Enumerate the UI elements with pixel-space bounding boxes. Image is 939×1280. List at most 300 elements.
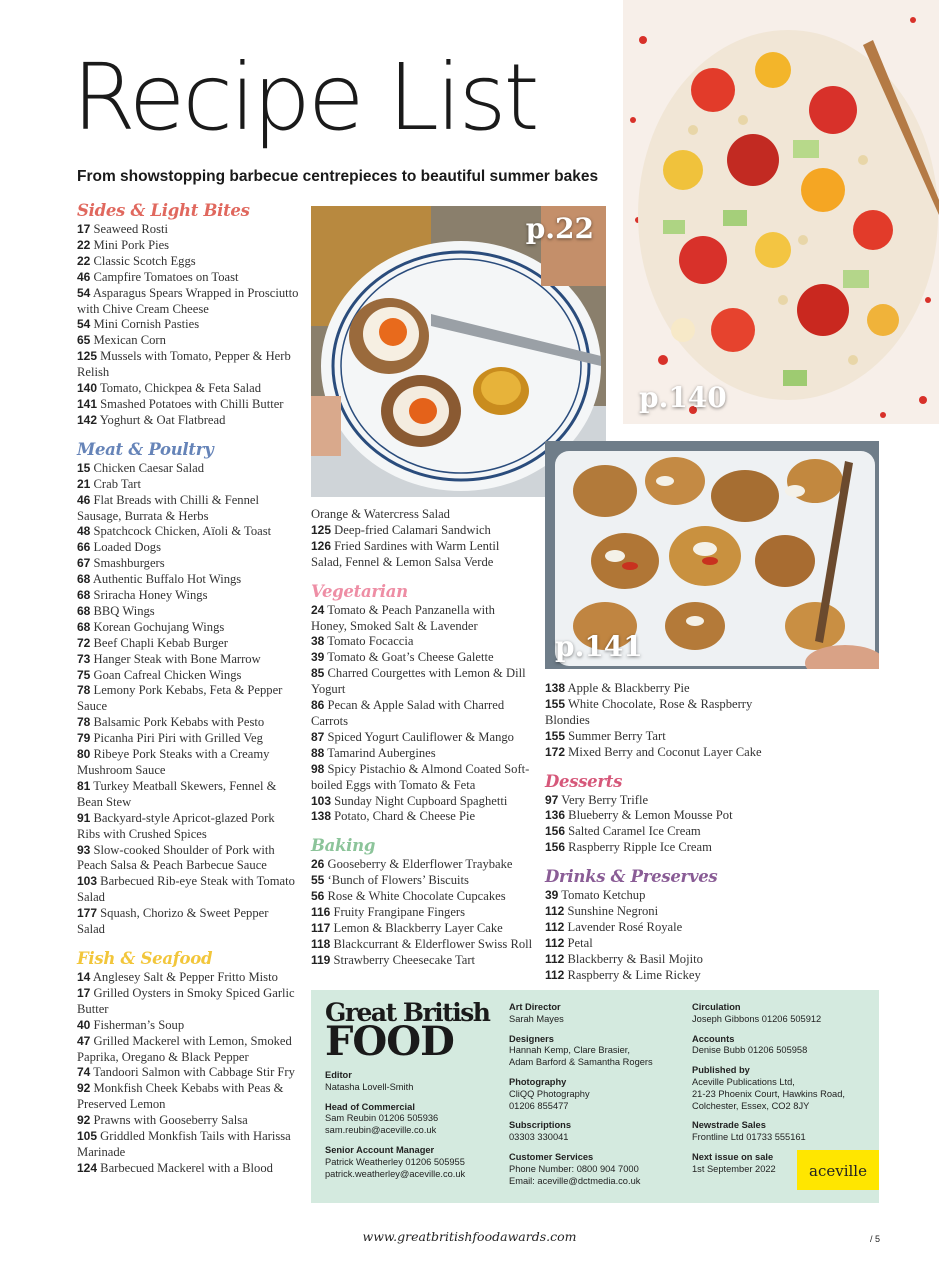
recipe-page-number: 103 bbox=[77, 874, 98, 889]
recipe-name: Picanha Piri Piri with Grilled Veg bbox=[90, 731, 263, 746]
credit-block bbox=[509, 1120, 684, 1144]
recipe-name: Smashburgers bbox=[90, 556, 165, 571]
recipe-list-fish-continued bbox=[311, 523, 533, 571]
recipe-name: Crab Tart bbox=[90, 476, 142, 491]
recipe-name: Salted Caramel Ice Cream bbox=[565, 824, 701, 839]
recipe-item bbox=[77, 843, 299, 875]
recipe-column-2 bbox=[311, 507, 533, 969]
recipe-page-number: 177 bbox=[77, 906, 98, 921]
section-heading-desserts: Desserts bbox=[545, 771, 623, 791]
recipe-page-number: 54 bbox=[77, 285, 91, 300]
recipe-page-number: 68 bbox=[77, 619, 91, 634]
recipe-item bbox=[77, 1065, 299, 1081]
recipe-name: Tomato Ketchup bbox=[558, 888, 646, 903]
photo-label-p140: p.140 bbox=[639, 381, 727, 414]
recipe-name: Yoghurt & Oat Flatbread bbox=[97, 412, 226, 427]
recipe-page-number: 138 bbox=[311, 809, 332, 824]
section-heading-sides: Sides & Light Bites bbox=[77, 201, 250, 220]
recipe-item bbox=[77, 317, 299, 333]
recipe-item bbox=[545, 681, 775, 697]
recipe-page-number: 156 bbox=[545, 840, 566, 855]
recipe-item bbox=[77, 540, 299, 556]
credit-role: Photography bbox=[509, 1076, 567, 1087]
recipe-page-number: 92 bbox=[77, 1113, 91, 1128]
recipe-item bbox=[77, 572, 299, 588]
credit-line: Joseph Gibbons 01206 505912 bbox=[692, 1013, 822, 1024]
recipe-page-number: 73 bbox=[77, 651, 91, 666]
recipe-page-number: 78 bbox=[77, 715, 91, 730]
recipe-name: Petal bbox=[564, 935, 593, 950]
recipe-name: Gooseberry & Elderflower Traybake bbox=[324, 857, 513, 872]
aceville-logo-text: aceville bbox=[809, 1162, 867, 1180]
recipe-page-number: 98 bbox=[311, 761, 325, 776]
recipe-name: Korean Gochujang Wings bbox=[90, 619, 225, 634]
magazine-logo-top: Great British bbox=[325, 998, 490, 1027]
recipe-name: Mini Cornish Pasties bbox=[90, 317, 200, 332]
recipe-name: Fruity Frangipane Fingers bbox=[330, 905, 466, 920]
recipe-item bbox=[311, 953, 533, 969]
magazine-logo-bottom: FOOD bbox=[325, 1018, 454, 1065]
recipe-name: Squash, Chorizo & Sweet Pepper Salad bbox=[77, 906, 269, 937]
recipe-item bbox=[311, 730, 533, 746]
recipe-name: Tamarind Aubergines bbox=[324, 745, 436, 760]
recipe-item bbox=[77, 731, 299, 747]
recipe-page-number: 136 bbox=[545, 808, 566, 823]
recipe-name: Fisherman’s Soup bbox=[90, 1017, 185, 1032]
recipe-item bbox=[311, 873, 533, 889]
recipe-name: Potato, Chard & Cheese Pie bbox=[331, 809, 476, 824]
recipe-name: Goan Cafreal Chicken Wings bbox=[90, 667, 242, 682]
recipe-name: BBQ Wings bbox=[90, 603, 155, 618]
recipe-list-baking-continued bbox=[545, 681, 775, 761]
recipe-item bbox=[77, 1161, 299, 1177]
recipe-page-number: 140 bbox=[77, 381, 98, 396]
recipe-item bbox=[545, 888, 775, 904]
aceville-logo bbox=[797, 1150, 879, 1190]
credit-role: Subscriptions bbox=[509, 1120, 571, 1131]
credit-line: Denise Bubb 01206 505958 bbox=[692, 1045, 808, 1056]
photo-smashed-potatoes bbox=[545, 441, 879, 669]
credit-line: CliQQ Photography bbox=[509, 1088, 590, 1099]
recipe-item bbox=[77, 715, 299, 731]
recipe-name: Lemony Pork Kebabs, Feta & Pepper Sauce bbox=[77, 683, 283, 714]
credit-role: Circulation bbox=[692, 1002, 741, 1012]
credit-role: Newstrade Sales bbox=[692, 1120, 766, 1131]
photo-label-p141: p.141 bbox=[555, 630, 643, 663]
recipe-item bbox=[77, 1113, 299, 1129]
recipe-name: Barbecued Mackerel with a Blood bbox=[97, 1160, 273, 1175]
recipe-item bbox=[545, 808, 775, 824]
recipe-name: Blueberry & Lemon Mousse Pot bbox=[565, 808, 733, 823]
recipe-page-number: 24 bbox=[311, 602, 325, 617]
recipe-item bbox=[311, 666, 533, 698]
recipe-page-number: 68 bbox=[77, 588, 91, 603]
recipe-name: Classic Scotch Eggs bbox=[90, 253, 196, 268]
recipe-item bbox=[545, 824, 775, 840]
recipe-name: Spatchcock Chicken, Aïoli & Toast bbox=[90, 524, 272, 539]
recipe-page-number: 105 bbox=[77, 1129, 98, 1144]
recipe-name: Raspberry Ripple Ice Cream bbox=[565, 840, 712, 855]
recipe-name: Asparagus Spears Wrapped in Prosciutto with Chive Cream Cheese bbox=[77, 285, 299, 316]
recipe-page-number: 172 bbox=[545, 744, 566, 759]
credit-role: Senior Account Manager bbox=[325, 1144, 435, 1155]
footer-website-url[interactable]: www.greatbritishfoodawards.com bbox=[362, 1229, 577, 1244]
section-heading-drinks: Drinks & Preserves bbox=[545, 867, 718, 887]
recipe-item bbox=[545, 920, 775, 936]
recipe-page-number: 17 bbox=[77, 222, 91, 236]
recipe-page-number: 88 bbox=[311, 745, 325, 760]
credit-role: Customer Services bbox=[509, 1151, 594, 1162]
recipe-name: Tomato Focaccia bbox=[324, 634, 414, 649]
recipe-item bbox=[77, 747, 299, 779]
recipe-page-number: 46 bbox=[77, 269, 91, 284]
recipe-name: Tomato, Chickpea & Feta Salad bbox=[97, 381, 262, 396]
recipe-page-number: 85 bbox=[311, 666, 325, 681]
recipe-item bbox=[77, 270, 299, 286]
credit-line: Colchester, Essex, CO2 8JY bbox=[692, 1100, 810, 1111]
recipe-item bbox=[77, 222, 299, 238]
recipe-item bbox=[77, 493, 299, 525]
recipe-page-number: 81 bbox=[77, 778, 91, 793]
recipe-name: Sunday Night Cupboard Spaghetti bbox=[331, 793, 508, 808]
recipe-name: Grilled Oysters in Smoky Spiced Garlic Butter bbox=[77, 985, 295, 1016]
recipe-list-vegetarian bbox=[311, 603, 533, 826]
recipe-column-1 bbox=[77, 200, 299, 1177]
recipe-name: Blackberry & Basil Mojito bbox=[564, 951, 703, 966]
recipe-item bbox=[311, 794, 533, 810]
credits-column-2 bbox=[509, 1002, 684, 1195]
recipe-name: Mexican Corn bbox=[90, 333, 166, 348]
recipe-item bbox=[77, 1129, 299, 1161]
fish-continued-lead: Orange & Watercress Salad bbox=[311, 507, 450, 521]
recipe-page-number: 86 bbox=[311, 698, 325, 713]
recipe-name: Grilled Mackerel with Lemon, Smoked Paprika, Oregano & Black Pepper bbox=[77, 1033, 292, 1064]
recipe-name: Chicken Caesar Salad bbox=[90, 460, 205, 475]
credit-block bbox=[692, 1002, 872, 1026]
credit-line: Frontline Ltd 01733 555161 bbox=[692, 1132, 806, 1143]
credit-line: Patrick Weatherley 01206 505955 bbox=[325, 1156, 465, 1167]
recipe-name: Beef Chapli Kebab Burger bbox=[90, 635, 228, 650]
recipe-item bbox=[311, 857, 533, 873]
recipe-name: Balsamic Pork Kebabs with Pesto bbox=[90, 715, 265, 730]
recipe-item bbox=[311, 937, 533, 953]
recipe-name: Loaded Dogs bbox=[90, 540, 162, 555]
recipe-list-drinks bbox=[545, 888, 775, 983]
recipe-page-number: 14 bbox=[77, 969, 91, 984]
recipe-list-sides bbox=[77, 222, 299, 429]
recipe-item bbox=[311, 698, 533, 730]
recipe-name: Monkfish Cheek Kebabs with Peas & Preserved Lemon bbox=[77, 1081, 284, 1112]
recipe-item bbox=[77, 779, 299, 811]
credit-line: Sam Reubin 01206 505936 bbox=[325, 1113, 439, 1124]
recipe-name: Prawns with Gooseberry Salsa bbox=[90, 1113, 248, 1128]
recipe-item bbox=[77, 254, 299, 270]
credit-line: 1st September 2022 bbox=[692, 1163, 776, 1174]
credit-line: Sarah Mayes bbox=[509, 1013, 564, 1024]
credit-line: Adam Barford & Samantha Rogers bbox=[509, 1057, 653, 1068]
recipe-page-number: 65 bbox=[77, 333, 91, 348]
recipe-page-number: 112 bbox=[545, 935, 565, 950]
recipe-name: Smashed Potatoes with Chilli Butter bbox=[97, 396, 284, 411]
page-number: / 5 bbox=[870, 1234, 881, 1244]
recipe-name: Hanger Steak with Bone Marrow bbox=[90, 651, 261, 666]
recipe-page-number: 40 bbox=[77, 1017, 91, 1032]
recipe-item bbox=[311, 746, 533, 762]
recipe-list-desserts bbox=[545, 793, 775, 857]
recipe-item bbox=[311, 634, 533, 650]
recipe-item bbox=[545, 968, 775, 984]
recipe-item bbox=[545, 745, 775, 761]
recipe-page-number: 47 bbox=[77, 1033, 91, 1048]
recipe-page-number: 112 bbox=[545, 951, 565, 966]
recipe-name: ‘Bunch of Flowers’ Biscuits bbox=[324, 873, 469, 888]
credits-column-1 bbox=[325, 1070, 495, 1188]
recipe-page-number: 21 bbox=[77, 476, 91, 491]
credit-block bbox=[325, 1102, 495, 1137]
credit-role: Art Director bbox=[509, 1002, 561, 1012]
recipe-name: Rose & White Chocolate Cupcakes bbox=[324, 889, 506, 904]
recipe-page-number: 117 bbox=[311, 920, 331, 935]
credit-line: Hannah Kemp, Clare Brasier, bbox=[509, 1045, 630, 1056]
recipe-item bbox=[77, 238, 299, 254]
recipe-list-baking bbox=[311, 857, 533, 968]
recipe-item bbox=[77, 477, 299, 493]
recipe-item bbox=[311, 523, 533, 539]
recipe-item bbox=[77, 620, 299, 636]
recipe-name: Very Berry Trifle bbox=[558, 792, 649, 807]
recipe-item bbox=[311, 905, 533, 921]
recipe-name: Tomato & Peach Panzanella with Honey, Smoked Salt & Lavender bbox=[311, 602, 495, 633]
recipe-name: Seaweed Rosti bbox=[90, 222, 169, 236]
credit-line: Natasha Lovell-Smith bbox=[325, 1081, 414, 1092]
recipe-item bbox=[77, 349, 299, 381]
page-title: Recipe List bbox=[72, 44, 537, 151]
recipe-page-number: 80 bbox=[77, 747, 91, 762]
recipe-name: Pecan & Apple Salad with Charred Carrots bbox=[311, 698, 505, 728]
recipe-page-number: 54 bbox=[77, 317, 91, 332]
recipe-page-number: 87 bbox=[311, 729, 325, 744]
recipe-item bbox=[77, 556, 299, 572]
recipe-name: Authentic Buffalo Hot Wings bbox=[90, 572, 242, 587]
credit-role: Published by bbox=[692, 1065, 750, 1076]
recipe-page-number: 116 bbox=[311, 905, 331, 920]
credit-line: 03303 330041 bbox=[509, 1132, 569, 1143]
recipe-item bbox=[77, 381, 299, 397]
recipe-item bbox=[77, 397, 299, 413]
recipe-item bbox=[311, 809, 533, 825]
recipe-page-number: 156 bbox=[545, 824, 566, 839]
recipe-name: Fried Sardines with Warm Lentil Salad, Fennel & Lemon Salsa Verde bbox=[311, 538, 500, 569]
credit-line[interactable]: Email: aceville@dctmedia.co.uk bbox=[509, 1175, 641, 1186]
recipe-item bbox=[77, 461, 299, 477]
recipe-item bbox=[77, 588, 299, 604]
recipe-page-number: 91 bbox=[77, 810, 91, 825]
recipe-page-number: 56 bbox=[311, 889, 325, 904]
recipe-name: Mixed Berry and Coconut Layer Cake bbox=[565, 744, 762, 759]
recipe-page-number: 48 bbox=[77, 524, 91, 539]
recipe-item bbox=[311, 650, 533, 666]
recipe-name: Griddled Monkfish Tails with Harissa Marinade bbox=[77, 1129, 291, 1159]
credit-block bbox=[509, 1077, 684, 1112]
recipe-page-number: 92 bbox=[77, 1081, 91, 1096]
recipe-page-number: 97 bbox=[545, 792, 559, 807]
credit-block bbox=[325, 1145, 495, 1180]
recipe-item bbox=[77, 636, 299, 652]
recipe-page-number: 112 bbox=[545, 967, 565, 982]
recipe-item bbox=[77, 333, 299, 349]
credit-line[interactable]: sam.reubin@aceville.co.uk bbox=[325, 1125, 437, 1136]
recipe-page-number: 118 bbox=[311, 936, 331, 951]
salad-illustration bbox=[623, 0, 939, 424]
credit-role: Designers bbox=[509, 1033, 554, 1044]
recipe-name: Summer Berry Tart bbox=[565, 728, 666, 743]
recipe-name: Spiced Yogurt Cauliflower & Mango bbox=[324, 729, 514, 744]
credit-block bbox=[692, 1034, 872, 1058]
recipe-name: Barbecued Rib-eye Steak with Tomato Salad bbox=[77, 874, 295, 905]
recipe-page-number: 141 bbox=[77, 396, 98, 411]
recipe-item bbox=[77, 652, 299, 668]
credit-role: Accounts bbox=[692, 1033, 735, 1044]
recipe-item bbox=[77, 604, 299, 620]
recipe-page-number: 68 bbox=[77, 603, 91, 618]
recipe-name: White Chocolate, Rose & Raspberry Blondies bbox=[545, 696, 753, 727]
recipe-item bbox=[77, 811, 299, 843]
recipe-item bbox=[545, 904, 775, 920]
credit-block bbox=[325, 1070, 495, 1094]
recipe-name: Tomato & Goat’s Cheese Galette bbox=[324, 650, 494, 665]
recipe-name: Tandoori Salmon with Cabbage Stir Fry bbox=[90, 1065, 295, 1080]
recipe-column-3 bbox=[545, 681, 775, 984]
recipe-page-number: 155 bbox=[545, 696, 566, 711]
recipe-name: Campfire Tomatoes on Toast bbox=[90, 269, 239, 284]
recipe-name: Lemon & Blackberry Layer Cake bbox=[330, 920, 503, 935]
recipe-item bbox=[77, 986, 299, 1018]
recipe-name: Mussels with Tomato, Pepper & Herb Relish bbox=[77, 349, 291, 380]
credit-role: Editor bbox=[325, 1070, 352, 1080]
credit-line[interactable]: patrick.weatherley@aceville.co.uk bbox=[325, 1168, 466, 1179]
recipe-name: Deep-fried Calamari Sandwich bbox=[331, 522, 491, 537]
recipe-item bbox=[77, 1034, 299, 1066]
recipe-list-meat bbox=[77, 461, 299, 938]
recipe-page-number: 68 bbox=[77, 572, 91, 587]
credit-block bbox=[509, 1152, 684, 1187]
recipe-page-number: 39 bbox=[545, 888, 559, 903]
credit-block bbox=[509, 1034, 684, 1069]
recipe-page-number: 138 bbox=[545, 681, 566, 695]
recipe-item bbox=[545, 840, 775, 856]
credit-line: 21-23 Phoenix Court, Hawkins Road, bbox=[692, 1088, 845, 1099]
photo-label-p22: p.22 bbox=[525, 212, 594, 245]
recipe-page-number: 124 bbox=[77, 1160, 98, 1175]
recipe-name: Turkey Meatball Skewers, Fennel & Bean Stew bbox=[77, 778, 277, 809]
recipe-item bbox=[311, 762, 533, 794]
credit-line: Phone Number: 0800 904 7000 bbox=[509, 1163, 639, 1174]
recipe-page-number: 46 bbox=[77, 492, 91, 507]
recipe-page-number: 66 bbox=[77, 540, 91, 555]
section-heading-fish: Fish & Seafood bbox=[77, 948, 213, 968]
recipe-name: Flat Breads with Chilli & Fennel Sausage, Burrata & Herbs bbox=[77, 492, 259, 523]
recipe-page-number: 74 bbox=[77, 1065, 91, 1080]
recipe-page-number: 155 bbox=[545, 728, 566, 743]
recipe-item bbox=[77, 413, 299, 429]
recipe-item bbox=[77, 683, 299, 715]
recipe-item bbox=[311, 539, 533, 571]
recipe-item bbox=[311, 889, 533, 905]
recipe-page-number: 26 bbox=[311, 857, 325, 872]
recipe-name: Ribeye Pork Steaks with a Creamy Mushroom Sauce bbox=[77, 747, 270, 777]
recipe-page-number: 103 bbox=[311, 793, 332, 808]
recipe-name: Backyard-style Apricot-glazed Pork Ribs with Crushed Spices bbox=[77, 810, 275, 841]
recipe-list-fish bbox=[77, 970, 299, 1177]
recipe-name: Mini Pork Pies bbox=[90, 237, 170, 252]
recipe-item bbox=[545, 729, 775, 745]
recipe-page-number: 17 bbox=[77, 985, 91, 1000]
credits-box bbox=[311, 990, 879, 1203]
recipe-item bbox=[311, 921, 533, 937]
recipe-page-number: 15 bbox=[77, 460, 91, 475]
credit-block bbox=[692, 1120, 872, 1144]
recipe-page-number: 39 bbox=[311, 650, 325, 665]
recipe-name: Slow-cooked Shoulder of Pork with Peach Salsa & Peach Barbecue Sauce bbox=[77, 842, 275, 873]
recipe-page-number: 125 bbox=[77, 349, 98, 364]
recipe-page-number: 55 bbox=[311, 873, 325, 888]
recipe-item bbox=[77, 1081, 299, 1113]
credit-role: Head of Commercial bbox=[325, 1101, 415, 1112]
recipe-name: Strawberry Cheesecake Tart bbox=[330, 952, 476, 967]
recipe-item bbox=[77, 286, 299, 318]
recipe-item bbox=[77, 668, 299, 684]
section-heading-meat: Meat & Poultry bbox=[77, 439, 214, 459]
credit-block bbox=[509, 1002, 684, 1026]
recipe-name: Sunshine Negroni bbox=[564, 904, 659, 919]
recipe-item bbox=[545, 952, 775, 968]
recipe-page-number: 79 bbox=[77, 731, 91, 746]
recipe-page-number: 75 bbox=[77, 667, 91, 682]
recipe-page-number: 112 bbox=[545, 904, 565, 919]
recipe-page-number: 119 bbox=[311, 952, 331, 967]
recipe-item bbox=[77, 1018, 299, 1034]
recipe-item bbox=[77, 874, 299, 906]
recipe-page-number: 72 bbox=[77, 635, 91, 650]
recipe-page-number: 112 bbox=[545, 919, 565, 934]
section-heading-baking: Baking bbox=[311, 836, 376, 856]
recipe-name: Charred Courgettes with Lemon & Dill Yogurt bbox=[311, 666, 526, 697]
recipe-name: Apple & Blackberry Pie bbox=[565, 681, 690, 695]
credit-block bbox=[692, 1065, 872, 1112]
recipe-page-number: 22 bbox=[77, 237, 91, 252]
recipe-page-number: 67 bbox=[77, 556, 91, 571]
recipe-page-number: 78 bbox=[77, 683, 91, 698]
recipe-item bbox=[545, 697, 775, 729]
recipe-name: Sriracha Honey Wings bbox=[90, 588, 208, 603]
recipe-page-number: 126 bbox=[311, 538, 332, 553]
credit-line: Aceville Publications Ltd, bbox=[692, 1076, 795, 1087]
recipe-name: Anglesey Salt & Pepper Fritto Misto bbox=[90, 969, 278, 984]
recipe-page-number: 22 bbox=[77, 253, 91, 268]
photo-tomato-chickpea-salad bbox=[623, 0, 939, 424]
section-heading-vegetarian: Vegetarian bbox=[311, 581, 408, 601]
recipe-name: Lavender Rosé Royale bbox=[564, 919, 683, 934]
recipe-item bbox=[311, 603, 533, 635]
recipe-item bbox=[77, 970, 299, 986]
recipe-item bbox=[545, 936, 775, 952]
recipe-item bbox=[77, 906, 299, 938]
recipe-item bbox=[77, 524, 299, 540]
recipe-name: Spicy Pistachio & Almond Coated Soft-boiled Eggs with Tomato & Feta bbox=[311, 761, 530, 792]
page-subtitle: From showstopping barbecue centrepieces to beautiful summer bakes bbox=[77, 168, 599, 185]
recipe-page-number: 125 bbox=[311, 522, 332, 537]
credit-role: Next issue on sale bbox=[692, 1151, 774, 1162]
